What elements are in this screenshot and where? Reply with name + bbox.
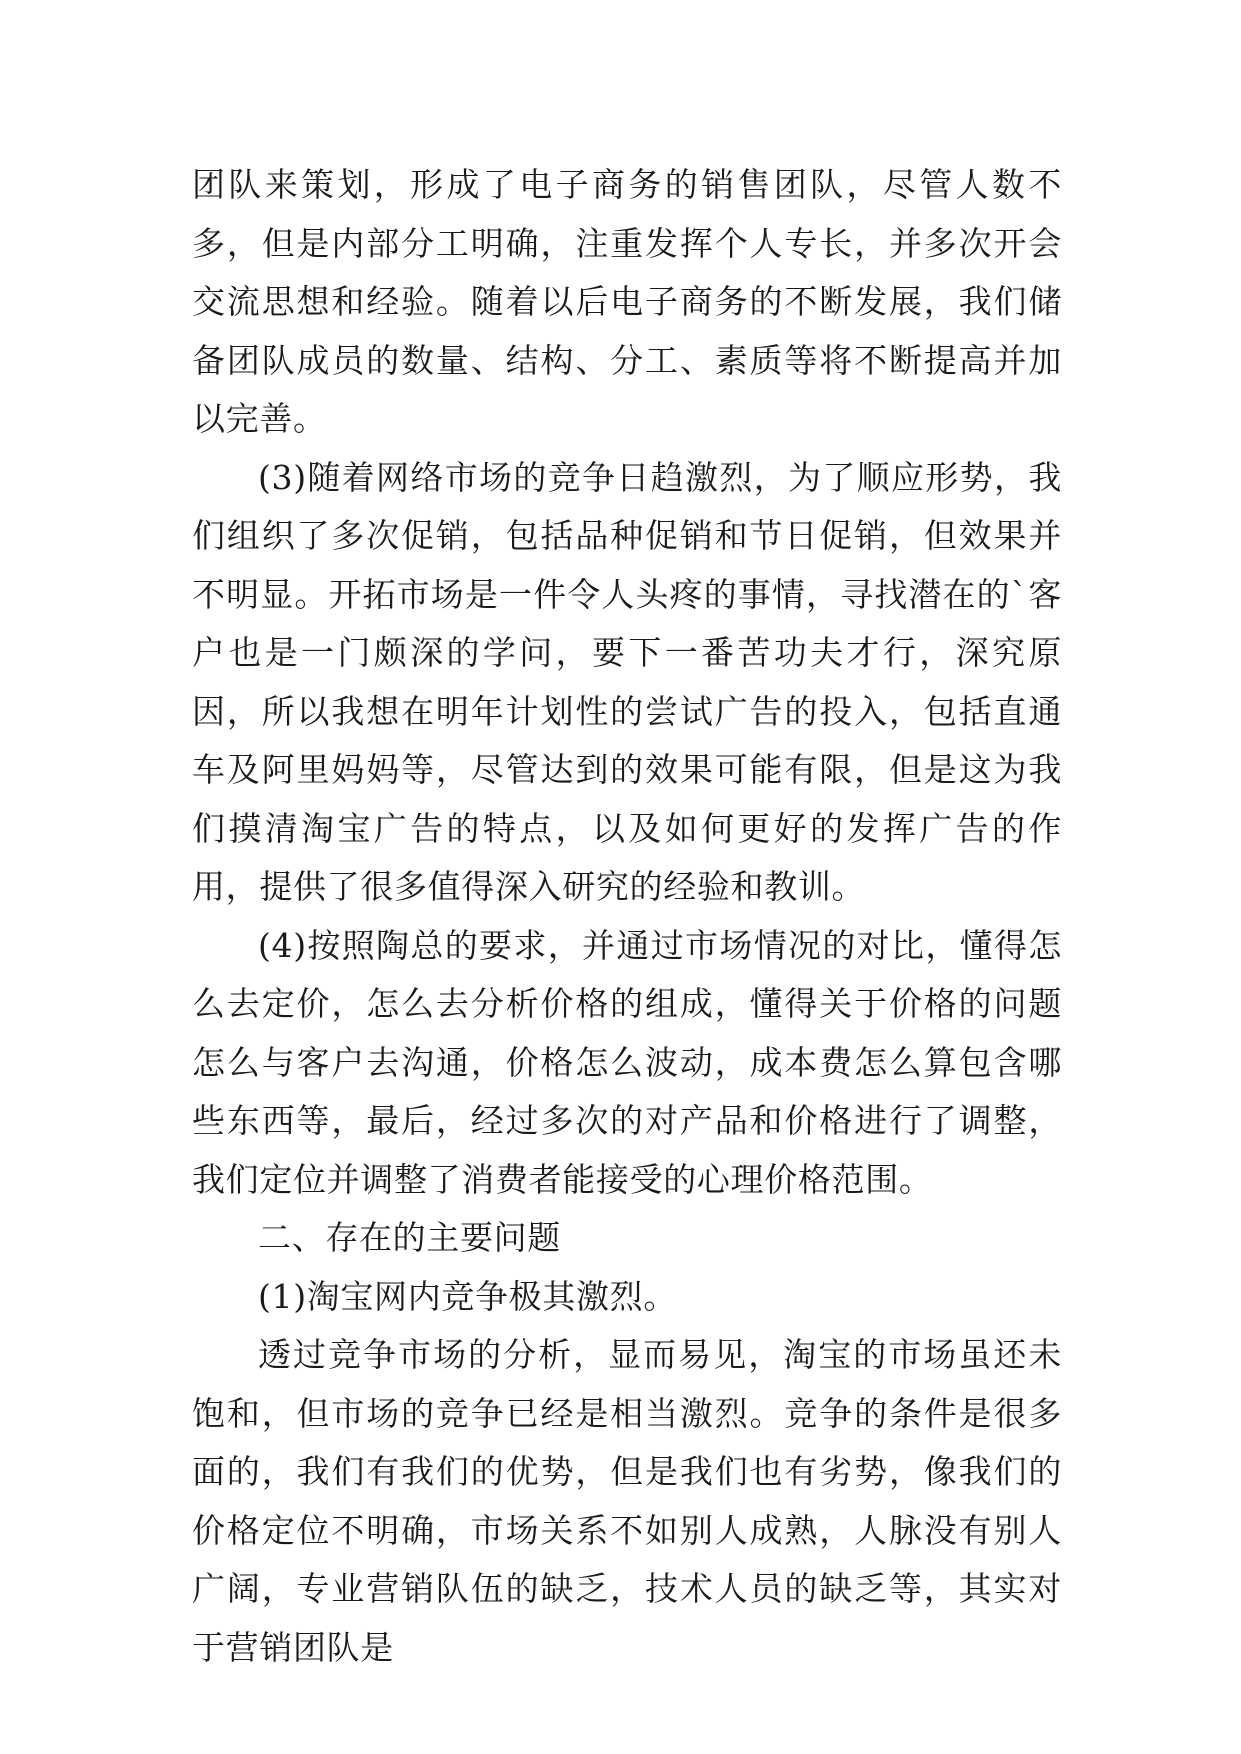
paragraph-competition-analysis: 透过竞争市场的分析，显而易见，淘宝的市场虽还未饱和，但市场的竞争已经是相当激烈。竞争的条件是很多面的，我们有我们的优势，但是我们也有劣势，像我们的价格定位不明确，市场关系不如别人成熟，人脉没有别人广阔，专业营销队伍的缺乏，技术人员的缺乏等，其实对于营销团队是 xyxy=(192,1335,1062,1667)
paragraph-promotion: (3)随着网络市场的竞争日趋激烈，为了顺应形势，我们组织了多次促销，包括品种促销和节日促销，但效果并不明显。开拓市场是一件令人头疼的事情，寻找潜在的`客户也是一门颇深的学问，要下一番苦功夫才行，深究原因，所以我想在明年计划性的尝试广告的投入，包括直通车及阿里妈妈等，尽管达到的效果可能有限，但是这为我们摸清淘宝广告的特点，以及如何更好的发挥广告的作用，提供了很多值得深入研究的经验和教训。 xyxy=(192,457,1062,906)
paragraph-pricing: (4)按照陶总的要求，并通过市场情况的对比，懂得怎么去定价，怎么去分析价格的组成，懂得关于价格的问题怎么与客户去沟通，价格怎么波动，成本费怎么算包含哪些东西等，最后，经过多次的对产品和价格进行了调整，我们定位并调整了消费者能接受的心理价格范围。 xyxy=(192,925,1062,1199)
section-heading-main-problems: 二、存在的主要问题 xyxy=(258,1218,561,1257)
subheading-competition: (1)淘宝网内竞争极其激烈。 xyxy=(258,1276,677,1316)
paragraph-team: 团队来策划，形成了电子商务的销售团队，尽管人数不多，但是内部分工明确，注重发挥个人专长，并多次开会交流思想和经验。随着以后电子商务的不断发展，我们储备团队成员的数量、结构、分工、素质等将不断提高并加以完善。 xyxy=(192,165,1062,438)
document-body xyxy=(192,156,1062,1677)
